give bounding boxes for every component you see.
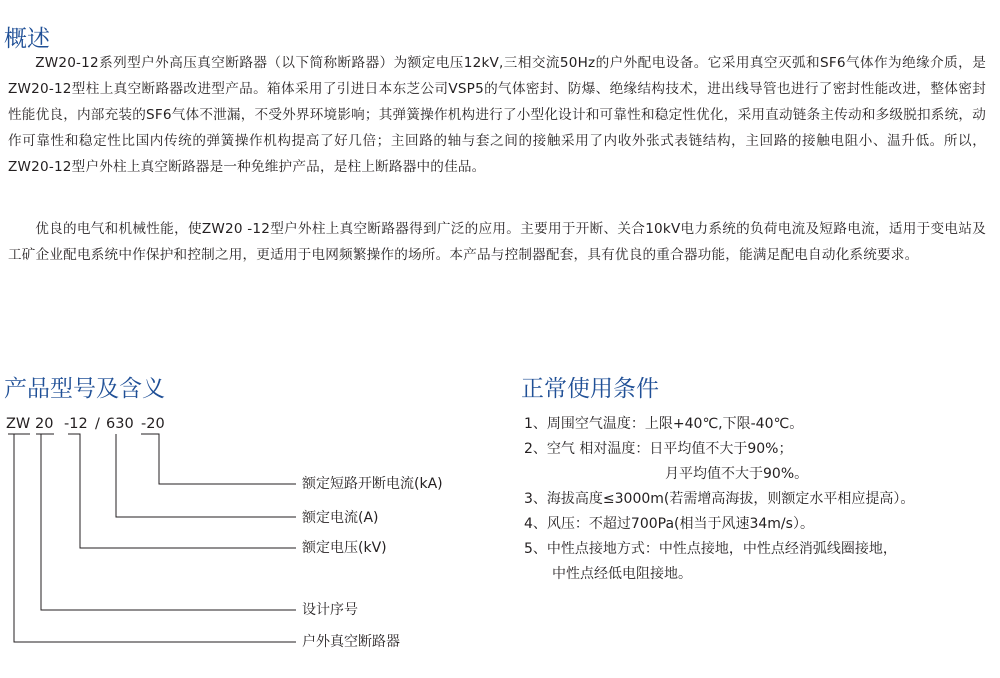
label-rated-voltage: 额定电压(kV) [302,540,387,556]
condition-humidity: 2、空气 相对温度：日平均值不大于90%； [524,441,793,457]
overview-paragraph-2: 优良的电气和机械性能，使ZW20 -12型户外柱上真空断路器得到广泛的应用。主要用于开断、关合10kV电力系统的负荷电流及短路电流，适用于变电站及工矿企业配电系统中作保护和控制之用，更适用于电网频繁操作的场所。本产品与控制器配套，具有优良的重合器功能，能满足配电自动化系统要求。 [8,221,986,263]
code-rated-voltage: -12 [64,416,88,432]
leader-line-breaking [141,434,296,484]
condition-temperature: 1、周围空气温度：上限+40℃,下限-40℃。 [524,416,804,432]
conditions-heading: 正常使用条件 [521,376,659,402]
label-prefix: 户外真空断路器 [302,634,400,650]
code-rated-current: 630 [106,416,134,432]
label-design-number: 设计序号 [302,602,358,618]
condition-grounding: 5、中性点接地方式：中性点接地，中性点经消弧线圈接地， [524,541,897,557]
overview-paragraph-1: ZW20-12系列型户外高压真空断路器（以下简称断路器）为额定电压12kV,三相交流50Hz的户外配电设备。它采用真空灭弧和SF6气体作为绝缘介质，是ZW20-12型柱上真空断路器改进型产品。箱体采用了引进日本东芝公司VSP5的气体密封、防爆、绝缘结构技术，进出线导管也进行了密封性能改进，整体密封性能优良，内部充装的SF6气体不泄漏，不受外界环境影响；其弹簧操作机构进行了小型化设计和可靠性和稳定性优化，采用直动链条主传动和多级脱扣系统，动作可靠性和稳定性比国内传统的弹簧操作机构提高了好几倍；主回路的轴与套之间的接触采用了内收外张式表链结构，主回路的接触电阻小、温升低。所以， ZW20-12型户外柱上真空断路器是一种免维护产品，是柱上断路器中的佳品。 [8,55,986,175]
leader-line-current [116,434,296,517]
label-breaking-current: 额定短路开断电流(kA) [302,476,443,492]
label-rated-current: 额定电流(A) [302,510,379,526]
code-breaking-current: -20 [141,416,165,432]
condition-wind-pressure: 4、风压：不超过700Pa(相当于风速34m/s）。 [524,516,814,532]
code-prefix: ZW [6,416,31,432]
code-design-number: 20 [35,416,54,432]
leader-line-prefix [8,434,296,642]
condition-altitude: 3、海拔高度≤3000m(若需增高海拔，则额定水平相应提高）。 [524,491,915,507]
leader-line-design [36,434,296,610]
condition-grounding-cont: 中性点经低电阻接地。 [552,566,692,582]
leader-line-voltage [68,434,296,548]
overview-heading: 概述 [4,26,50,52]
code-slash: / [95,416,100,432]
model-heading: 产品型号及含义 [4,376,165,402]
condition-humidity-monthly: 月平均值不大于90%。 [665,466,809,482]
